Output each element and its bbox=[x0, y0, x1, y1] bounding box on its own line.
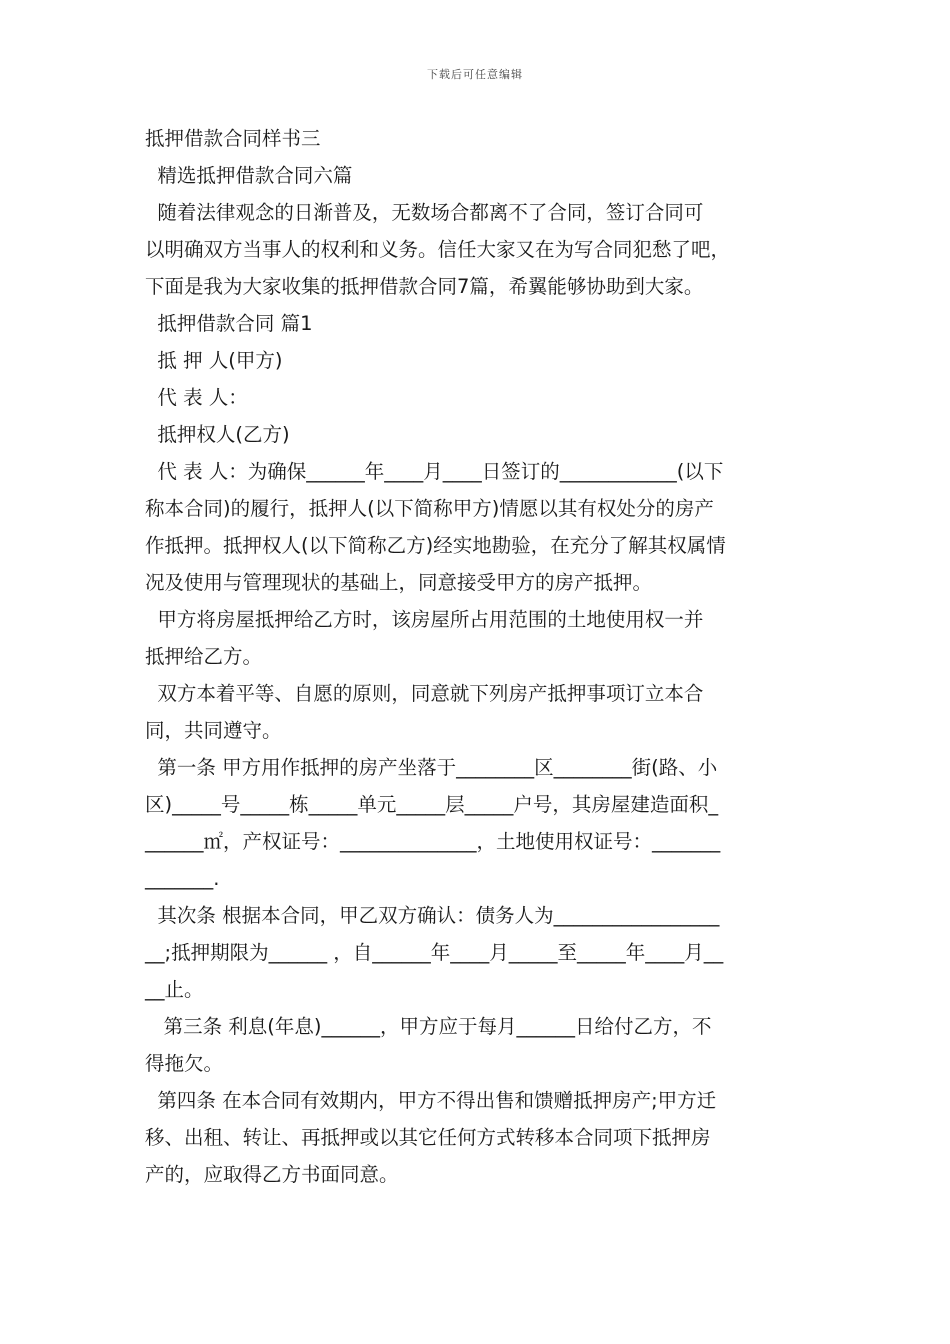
text-line-14: 甲方将房屋抵押给乙方时，该房屋所占用范围的土地使用权一并 bbox=[145, 608, 704, 631]
text-line-27: 第四条 在本合同有效期内，甲方不得出售和馈赠抵押房产;甲方迁 bbox=[145, 1089, 717, 1112]
text-line-26: 得拖欠。 bbox=[145, 1052, 224, 1075]
text-line-15: 抵押给乙方。 bbox=[145, 645, 263, 668]
text-line-12: 作抵押。抵押权人(以下简称乙方)经实地勘验，在充分了解其权属情 bbox=[145, 534, 726, 557]
text-line-11: 称本合同)的履行，抵押人(以下简称甲方)情愿以其有权处分的房产 bbox=[145, 497, 714, 520]
text-line-9: 抵押权人(乙方) bbox=[145, 423, 290, 446]
text-line-2: 精选抵押借款合同六篇 bbox=[145, 164, 353, 187]
text-line-1: 抵押借款合同样书三 bbox=[145, 127, 321, 150]
page-header: 下载后可任意编辑 bbox=[427, 68, 523, 81]
text-line-10: 代 表 人：为确保______年____月____日签订的____________(以下 bbox=[145, 460, 724, 483]
text-line-23: __;抵押期限为______ ，自______年____月_____至_____年____月__ bbox=[145, 941, 724, 964]
text-line-18: 第一条 甲方用作抵押的房产坐落于________区________街(路、小 bbox=[145, 756, 718, 779]
text-line-29: 产的，应取得乙方书面同意。 bbox=[145, 1163, 399, 1186]
text-line-25: 第三条 利息(年息)______，甲方应于每月______日给付乙方，不 bbox=[145, 1015, 712, 1038]
text-line-17: 同，共同遵守。 bbox=[145, 719, 282, 742]
text-line-8: 代 表 人： bbox=[145, 386, 248, 409]
text-line-21: _______. bbox=[145, 867, 220, 890]
text-line-5: 下面是我为大家收集的抵押借款合同7篇，希翼能够协助到大家。 bbox=[145, 275, 704, 298]
text-line-16: 双方本着平等、自愿的原则，同意就下列房产抵押事项订立本合 bbox=[145, 682, 704, 705]
text-line-28: 移、出租、转让、再抵押或以其它任何方式转移本合同项下抵押房 bbox=[145, 1126, 711, 1149]
text-line-3: 随着法律观念的日渐普及，无数场合都离不了合同，签订合同可 bbox=[145, 201, 704, 224]
text-line-19: 区)_____号_____栋_____单元_____层_____户号，其房屋建造面积_ bbox=[145, 793, 719, 816]
text-line-6: 抵押借款合同 篇1 bbox=[145, 312, 313, 335]
text-line-22: 其次条 根据本合同，甲乙双方确认：债务人为_________________ bbox=[145, 904, 720, 927]
text-line-20: ______㎡，产权证号：______________，土地使用权证号：_______ bbox=[145, 830, 721, 853]
text-line-13: 况及使用与管理现状的基础上，同意接受甲方的房产抵押。 bbox=[145, 571, 653, 594]
text-line-4: 以明确双方当事人的权利和义务。信任大家又在为写合同犯愁了吧， bbox=[145, 238, 731, 261]
text-line-7: 抵 押 人(甲方) bbox=[145, 349, 283, 372]
text-line-24: __止。 bbox=[145, 978, 204, 1001]
document-body bbox=[145, 120, 810, 1193]
